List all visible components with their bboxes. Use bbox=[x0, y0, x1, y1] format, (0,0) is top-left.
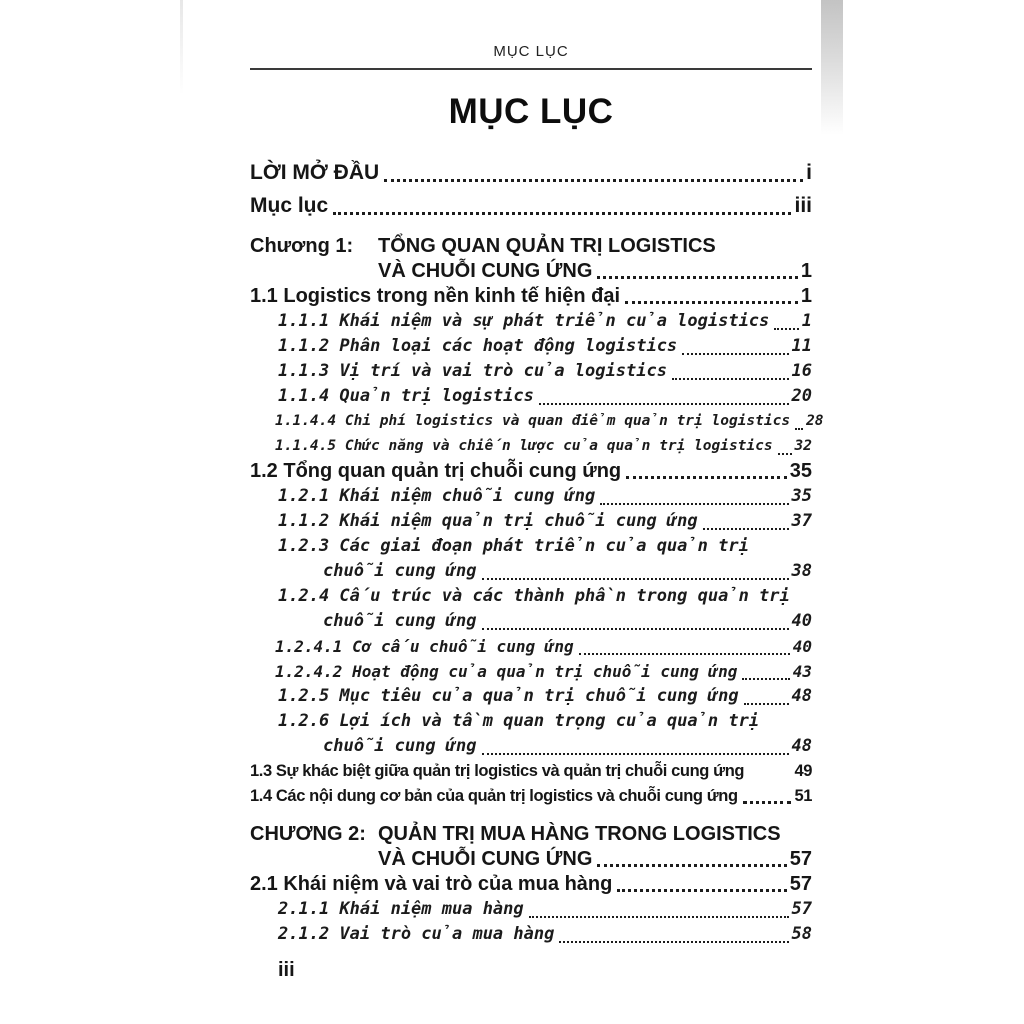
toc-entry-label-continued: chuỗi cung ứng bbox=[323, 611, 477, 631]
toc-entry-line1 bbox=[250, 709, 812, 734]
dot-leader bbox=[579, 653, 790, 655]
front-matter-list bbox=[250, 156, 812, 222]
toc-entry-page: 1 bbox=[800, 285, 812, 307]
page-left-edge-shadow bbox=[180, 0, 183, 95]
toc-entry-page: 20 bbox=[791, 386, 812, 406]
dot-leader bbox=[774, 328, 798, 330]
header-rule bbox=[250, 68, 812, 70]
toc-entry-label: 1.2 Tổng quan quản trị chuỗi cung ứng bbox=[250, 460, 622, 482]
chapter-page: 1 bbox=[800, 260, 812, 282]
toc-entry bbox=[250, 284, 812, 309]
dot-leader bbox=[617, 889, 786, 892]
dot-leader bbox=[333, 212, 791, 215]
toc-entry-page: 35 bbox=[789, 460, 812, 482]
toc-entry bbox=[250, 459, 812, 484]
toc-entry-page: 38 bbox=[791, 561, 812, 581]
toc-entry-page: 48 bbox=[791, 686, 812, 706]
toc-entry bbox=[250, 334, 812, 359]
toc-entry-page: i bbox=[806, 161, 812, 184]
toc-entry-label: 2.1.1 Khái niệm mua hàng bbox=[278, 899, 524, 919]
chapter-1-heading-line2 bbox=[250, 259, 812, 284]
toc-entry-label: 1.2.3 Các giai đoạn phát triển của quản trị bbox=[278, 536, 749, 556]
toc-entry-page: 40 bbox=[791, 611, 812, 631]
toc-entry bbox=[250, 759, 812, 784]
toc-entry-label: 1.4 Các nội dung cơ bản của quản trị logistics và chuỗi cung ứng bbox=[250, 787, 738, 805]
toc-entry bbox=[250, 872, 812, 897]
chapter-title: TỔNG QUAN QUẢN TRỊ LOGISTICS bbox=[378, 235, 716, 257]
toc-entry-page: 43 bbox=[792, 662, 812, 681]
dot-leader bbox=[482, 578, 789, 580]
toc-entry bbox=[250, 684, 812, 709]
dot-leader bbox=[742, 678, 789, 680]
toc-entry-label: 1.1 Logistics trong nền kinh tế hiện đại bbox=[250, 285, 621, 307]
toc-entry-line2 bbox=[250, 559, 812, 584]
toc-entry-label: 1.1.4.4 Chi phí logistics và quan điểm quản trị logistics bbox=[275, 413, 791, 429]
toc-entry-label: 1.2.5 Mục tiêu của quản trị chuỗi cung ứng bbox=[278, 686, 739, 706]
chapter-title: VÀ CHUỖI CUNG ỨNG bbox=[378, 848, 593, 870]
toc-entry-line1 bbox=[250, 584, 812, 609]
toc-entry-label: 1.2.6 Lợi ích và tầm quan trọng của quản trị bbox=[278, 711, 760, 731]
toc-entry-label-continued: chuỗi cung ứng bbox=[323, 561, 477, 581]
toc-entry-line1 bbox=[250, 534, 812, 559]
toc-entry bbox=[250, 659, 812, 684]
chapters-list bbox=[250, 234, 824, 947]
chapter-label: Chương 1: bbox=[250, 235, 354, 257]
dot-leader bbox=[384, 179, 803, 182]
page-content bbox=[250, 0, 824, 982]
chapter-title: QUẢN TRỊ MUA HÀNG TRONG LOGISTICS bbox=[378, 823, 781, 845]
dot-leader bbox=[743, 801, 792, 804]
toc-entry-label: 1.1.1 Khái niệm và sự phát triển của logistics bbox=[278, 311, 770, 331]
toc-entry-label: 1.2.1 Khái niệm chuỗi cung ứng bbox=[278, 486, 596, 506]
toc-entry bbox=[250, 634, 812, 659]
toc-entry bbox=[250, 784, 812, 809]
toc-entry bbox=[250, 309, 812, 334]
dot-leader bbox=[559, 941, 788, 943]
toc-entry-page: 57 bbox=[789, 873, 812, 895]
dot-leader bbox=[597, 276, 798, 279]
toc-entry bbox=[250, 384, 812, 409]
dot-leader bbox=[597, 864, 786, 867]
chapter-2-heading-line1 bbox=[250, 822, 812, 847]
chapter-1-heading-line1 bbox=[250, 234, 812, 259]
toc-entry-page: 11 bbox=[791, 336, 812, 356]
page-right-edge-shadow bbox=[821, 0, 843, 135]
dot-leader bbox=[703, 528, 789, 530]
toc-entry-label: 1.3 Sự khác biệt giữa quản trị logistics và quản trị chuỗi cung ứng bbox=[250, 762, 745, 780]
dot-leader bbox=[672, 378, 789, 380]
dot-leader bbox=[529, 916, 789, 918]
toc-entry bbox=[250, 484, 812, 509]
page-title: MỤC LỤC bbox=[448, 92, 614, 131]
toc-entry bbox=[250, 509, 812, 534]
dot-leader bbox=[744, 703, 789, 705]
toc-entry-page: 28 bbox=[806, 413, 824, 429]
toc-entry-page: 58 bbox=[791, 924, 812, 944]
toc-entry bbox=[250, 156, 812, 189]
toc-entry-label: 1.1.2 Khái niệm quản trị chuỗi cung ứng bbox=[278, 511, 698, 531]
toc-entry-page: 1 bbox=[801, 311, 812, 331]
toc-entry-page: 49 bbox=[794, 762, 812, 780]
toc-entry-line2 bbox=[250, 734, 812, 759]
toc-entry bbox=[250, 189, 812, 222]
dot-leader bbox=[482, 753, 789, 755]
toc-entry-label: Mục lục bbox=[250, 194, 329, 217]
running-header: MỤC LỤC bbox=[493, 43, 569, 60]
dot-leader bbox=[482, 628, 789, 630]
folio-page-number: iii bbox=[278, 959, 295, 981]
chapter-page: 57 bbox=[789, 848, 812, 870]
dot-leader bbox=[626, 476, 787, 479]
toc-entry-label-continued: chuỗi cung ứng bbox=[323, 736, 477, 756]
toc-entry-label: 1.2.4 Cấu trúc và các thành phần trong quản trị bbox=[278, 586, 790, 606]
toc-entry-page: 40 bbox=[792, 637, 812, 656]
toc-entry-label: 1.1.4.5 Chức năng và chiến lược của quản trị logistics bbox=[275, 438, 773, 454]
toc-entry-label: 1.1.3 Vị trí và vai trò của logistics bbox=[278, 361, 667, 381]
toc-entry bbox=[250, 434, 812, 459]
dot-leader bbox=[778, 453, 792, 455]
chapter-label: CHƯƠNG 2: bbox=[250, 823, 366, 845]
toc-entry bbox=[250, 359, 812, 384]
toc-entry-page: 35 bbox=[791, 486, 812, 506]
chapter-2-heading-line2 bbox=[250, 847, 812, 872]
toc-entry bbox=[250, 409, 824, 434]
dot-leader bbox=[539, 403, 789, 405]
chapter-title: VÀ CHUỖI CUNG ỨNG bbox=[378, 260, 593, 282]
toc-entry-label: 2.1 Khái niệm và vai trò của mua hàng bbox=[250, 873, 613, 895]
toc-entry-page: 37 bbox=[791, 511, 812, 531]
toc-entry-label: 1.2.4.2 Hoạt động của quản trị chuỗi cung ứng bbox=[275, 662, 738, 681]
dot-leader bbox=[600, 503, 788, 505]
dot-leader bbox=[625, 301, 798, 304]
toc-entry-label: 1.1.2 Phân loại các hoạt động logistics bbox=[278, 336, 678, 356]
toc-entry-page: 48 bbox=[791, 736, 812, 756]
toc-entry-page: iii bbox=[794, 194, 812, 217]
toc-entry-page: 16 bbox=[791, 361, 812, 381]
dot-leader bbox=[682, 353, 788, 355]
toc-entry bbox=[250, 897, 812, 922]
toc-entry-label: 2.1.2 Vai trò của mua hàng bbox=[278, 924, 555, 944]
toc-entry-label: LỜI MỞ ĐẦU bbox=[250, 161, 380, 184]
toc-entry-page: 57 bbox=[791, 899, 812, 919]
toc-entry-label: 1.2.4.1 Cơ cấu chuỗi cung ứng bbox=[275, 637, 574, 656]
toc-entry-line2 bbox=[250, 609, 812, 634]
toc-entry-page: 51 bbox=[794, 787, 812, 805]
toc-entry-page: 32 bbox=[794, 438, 812, 454]
dot-leader bbox=[795, 428, 803, 430]
toc-entry bbox=[250, 922, 812, 947]
toc-entry-label: 1.1.4 Quản trị logistics bbox=[278, 386, 534, 406]
